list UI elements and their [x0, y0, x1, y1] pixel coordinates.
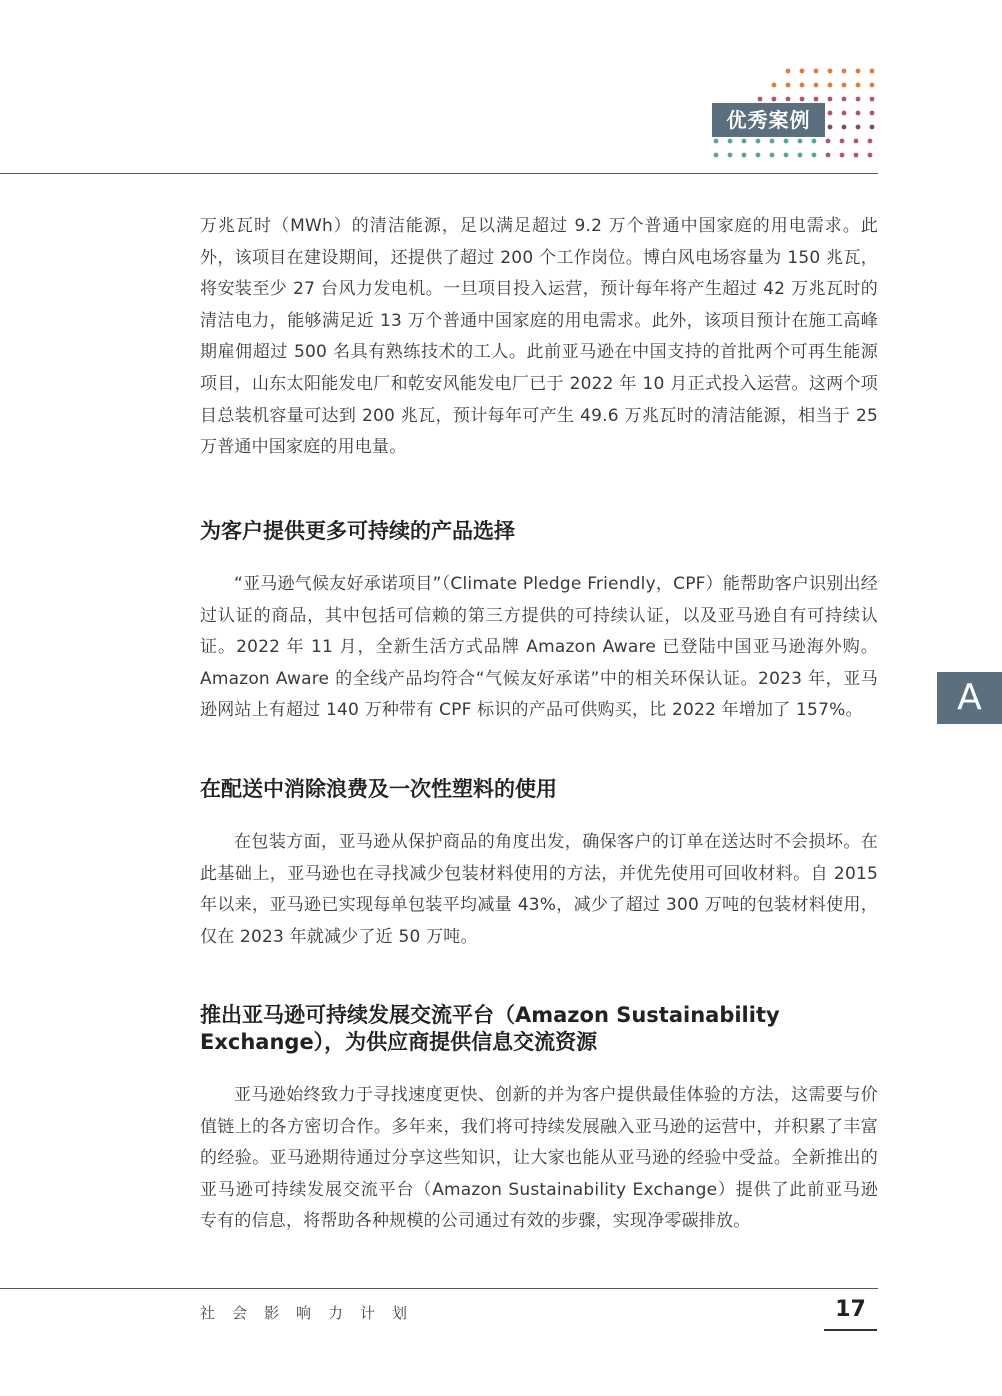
decorative-dot: [870, 97, 875, 102]
decorative-dot: [814, 97, 819, 102]
decorative-dot: [784, 153, 789, 158]
page-number: 17: [824, 1295, 877, 1331]
decorative-dot: [770, 153, 775, 158]
decorative-dot: [826, 153, 831, 158]
decorative-dot: [772, 83, 777, 88]
decorative-dot: [868, 153, 873, 158]
decorative-dot: [714, 153, 719, 158]
decorative-dot: [742, 139, 747, 144]
decorative-dot: [828, 97, 833, 102]
decorative-dot: [828, 83, 833, 88]
decorative-dot: [840, 153, 845, 158]
decorative-dot: [714, 139, 719, 144]
decorative-dot: [798, 139, 803, 144]
section-3: [200, 1002, 878, 1238]
decorative-dot: [870, 83, 875, 88]
decorative-dot: [856, 125, 861, 130]
decorative-dot: [854, 139, 859, 144]
decorative-dot: [756, 153, 761, 158]
decorative-dot: [842, 125, 847, 130]
decorative-dot: [842, 97, 847, 102]
decorative-dot: [868, 139, 873, 144]
header-divider: [0, 173, 878, 174]
decorative-dot: [728, 153, 733, 158]
decorative-dot: [812, 139, 817, 144]
section-2: [200, 776, 878, 953]
decorative-dot: [854, 153, 859, 158]
decorative-dot: [756, 139, 761, 144]
decorative-dot: [770, 139, 775, 144]
decorative-dot: [772, 97, 777, 102]
decorative-dot: [814, 69, 819, 74]
decorative-dot: [728, 139, 733, 144]
decorative-dot: [870, 125, 875, 130]
decorative-dot: [784, 139, 789, 144]
decorative-dot: [798, 153, 803, 158]
section-heading: 在配送中消除浪费及一次性塑料的使用: [200, 777, 557, 801]
decorative-dot: [842, 83, 847, 88]
decorative-dot: [758, 97, 763, 102]
footer-divider: [0, 1288, 878, 1289]
decorative-dot: [814, 83, 819, 88]
decorative-dot: [856, 69, 861, 74]
decorative-dot: [842, 69, 847, 74]
section-1: [200, 518, 878, 727]
section-paragraph: 亚马逊始终致力于寻找速度更快、创新的并为客户提供最佳体验的方法，这需要与价值链上的各方密切合作。多年来，我们将可持续发展融入亚马逊的运营中，并积累了丰富的经验。亚马逊期待通过分享这些知识，让大家也能从亚马逊的经验中受益。全新推出的亚马逊可持续发展交流平台（Amazon Sustainability Exchange）提供了此前亚马逊专有的信息，将帮助各种规模的公司通过有效的步骤，实现净零碳排放。: [200, 1085, 878, 1232]
decorative-dot: [856, 111, 861, 116]
decorative-dot: [742, 153, 747, 158]
intro-block: [200, 211, 878, 464]
decorative-dot: [842, 111, 847, 116]
decorative-dot: [800, 97, 805, 102]
decorative-dot: [856, 97, 861, 102]
section-paragraph: 在包装方面，亚马逊从保护商品的角度出发，确保客户的订单在送达时不会损坏。在此基础上，亚马逊也在寻找减少包装材料使用的方法，并优先使用可回收材料。自 2015 年以来，亚马逊已实现每单包装平均减量 43%，减少了超过 300 万吨的包装材料使用，仅在 2023 年就减少了近 50 万吨。: [200, 832, 878, 947]
decorative-dot: [800, 83, 805, 88]
intro-paragraph: 万兆瓦时（MWh）的清洁能源，足以满足超过 9.2 万个普通中国家庭的用电需求。此外，该项目在建设期间，还提供了超过 200 个工作岗位。博白风电场容量为 150 兆瓦，将安装至少 27 台风力发电机。一旦项目投入运营，预计每年将产生超过 42 万兆瓦时的清洁电力，能够满足近 13 万个普通中国家庭的用电需求。此外，该项目预计在施工高峰期雇佣超过 500 名具有熟练技术的工人。此前亚马逊在中国支持的首批两个可再生能源项目，山东太阳能发电厂和乾安风能发电厂已于 2022 年 10 月正式投入运营。这两个项目总装机容量可达到 200 兆瓦，预计每年可产生 49.6 万兆瓦时的清洁能源，相当于 25 万普通中国家庭的用电量。: [200, 216, 878, 458]
report-title: 社会影响力计划: [200, 1304, 425, 1322]
decorative-dot: [840, 139, 845, 144]
decorative-dot: [856, 83, 861, 88]
decorative-dot: [786, 69, 791, 74]
decorative-dot: [828, 69, 833, 74]
decorative-dot: [826, 139, 831, 144]
decorative-dot: [828, 111, 833, 116]
decorative-dot: [812, 153, 817, 158]
decorative-dot: [786, 83, 791, 88]
decorative-dot: [870, 111, 875, 116]
section-heading: 推出亚马逊可持续发展交流平台（Amazon Sustainability Exchange），为供应商提供信息交流资源: [200, 1003, 780, 1054]
section-heading: 为客户提供更多可持续的产品选择: [200, 519, 515, 543]
decorative-dot: [786, 97, 791, 102]
chapter-side-tab[interactable]: A: [937, 672, 1002, 724]
decorative-dot: [870, 69, 875, 74]
section-badge: 优秀案例: [712, 103, 825, 137]
section-paragraph: “亚马逊气候友好承诺项目”（Climate Pledge Friendly，CPF）能帮助客户识别出经过认证的商品，其中包括可信赖的第三方提供的可持续认证，以及亚马逊自有可持续认证。2022 年 11 月，全新生活方式品牌 Amazon Aware 已登陆中国亚马逊海外购。Amazon Aware 的全线产品均符合“气候友好承诺”中的相关环保认证。2023 年，亚马逊网站上有超过 140 万种带有 CPF 标识的产品可供购买，比 2022 年增加了 157%。: [200, 574, 878, 721]
decorative-dot: [800, 69, 805, 74]
decorative-dot: [828, 125, 833, 130]
